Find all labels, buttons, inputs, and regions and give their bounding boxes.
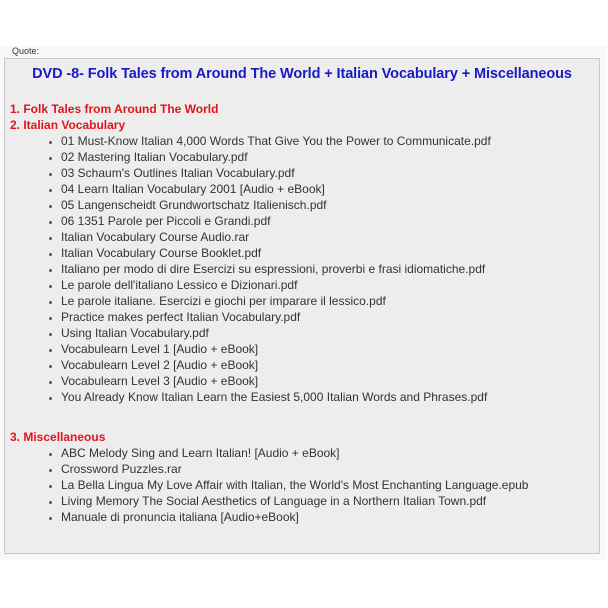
section-heading-miscellaneous: 3. Miscellaneous: [10, 430, 106, 444]
dvd-title: DVD -8- Folk Tales from Around The World + Italian Vocabulary + Miscellaneous: [32, 66, 572, 82]
quote-label: Quote:: [12, 46, 40, 56]
quote-box: [4, 58, 600, 554]
list-item: • 03 Schaum's Outlines Italian Vocabulary.pdf: [61, 165, 491, 181]
list-item: • Vocabulearn Level 3 [Audio + eBook]: [61, 373, 491, 389]
list-item: • You Already Know Italian Learn the Easiest 5,000 Italian Words and Phrases.pdf: [61, 389, 491, 405]
miscellaneous-list: [47, 445, 528, 525]
list-item: • 06 1351 Parole per Piccoli e Grandi.pdf: [61, 213, 491, 229]
section-heading-folk-tales: 1. Folk Tales from Around The World: [10, 102, 219, 116]
list-item: • Italian Vocabulary Course Audio.rar: [61, 229, 491, 245]
list-item: • Le parole dell'italiano Lessico e Dizionari.pdf: [61, 277, 491, 293]
list-item: • Vocabulearn Level 1 [Audio + eBook]: [61, 341, 491, 357]
list-item: • Italian Vocabulary Course Booklet.pdf: [61, 245, 491, 261]
list-item: • 05 Langenscheidt Grundwortschatz Italienisch.pdf: [61, 197, 491, 213]
list-item: • 04 Learn Italian Vocabulary 2001 [Audio + eBook]: [61, 181, 491, 197]
italian-vocabulary-list: [47, 133, 491, 405]
list-item: • Practice makes perfect Italian Vocabulary.pdf: [61, 309, 491, 325]
list-item: • Manuale di pronuncia italiana [Audio+eBook]: [61, 509, 528, 525]
list-item: • Le parole italiane. Esercizi e giochi per imparare il lessico.pdf: [61, 293, 491, 309]
list-item: • 02 Mastering Italian Vocabulary.pdf: [61, 149, 491, 165]
list-item: • 01 Must-Know Italian 4,000 Words That Give You the Power to Communicate.pdf: [61, 133, 491, 149]
list-item: • Crossword Puzzles.rar: [61, 461, 528, 477]
list-item: • Using Italian Vocabulary.pdf: [61, 325, 491, 341]
list-item: • La Bella Lingua My Love Affair with Italian, the World's Most Enchanting Language.epub: [61, 477, 528, 493]
list-item: • Living Memory The Social Aesthetics of Language in a Northern Italian Town.pdf: [61, 493, 528, 509]
list-item: • Vocabulearn Level 2 [Audio + eBook]: [61, 357, 491, 373]
list-item: • Italiano per modo di dire Esercizi su espressioni, proverbi e frasi idiomatiche.pdf: [61, 261, 491, 277]
section-heading-italian-vocabulary: 2. Italian Vocabulary: [10, 118, 126, 132]
list-item: • ABC Melody Sing and Learn Italian! [Audio + eBook]: [61, 445, 528, 461]
